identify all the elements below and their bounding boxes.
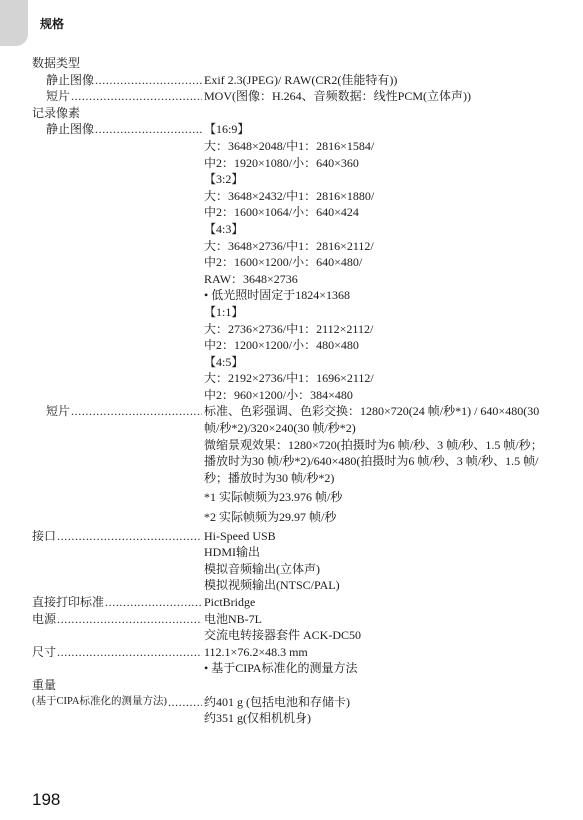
spec-row-data-type-movie (32, 88, 552, 105)
spec-value-line: 大：2736×2736/中1：2112×2112/ (204, 321, 374, 336)
spec-label: 短片 (46, 89, 71, 104)
spec-values (204, 88, 552, 105)
spec-value-line: 大：3648×2432/中1：2816×1880/ (204, 188, 375, 203)
spec-value-line: 中2：1200×1200/小：480×480 (204, 338, 359, 353)
spec-label: 静止图像 (46, 72, 95, 87)
spec-value-line: 大：2192×2736/中1：1696×2112/ (204, 371, 374, 386)
spec-value-line: 模拟音频输出(立体声) (204, 561, 320, 576)
spec-value-line: 模拟视频输出(NTSC/PAL) (204, 578, 340, 593)
spec-value-line: 【4:3】 (204, 221, 244, 236)
page-header-title: 规格 (40, 17, 65, 31)
dot-leader (57, 644, 202, 677)
spec-value-line: 112.1×76.2×48.3 mm (204, 644, 308, 659)
dot-leader (95, 72, 202, 89)
spec-label: 静止图像 (46, 122, 95, 137)
spec-label: 电源 (32, 611, 57, 626)
spec-value-line: 【4:5】 (204, 354, 244, 369)
dot-leader (57, 611, 202, 644)
spec-label: 直接打印标准 (32, 595, 105, 609)
spec-values (204, 644, 552, 677)
spec-row-weight (32, 694, 552, 727)
spec-value-line: 中2：1600×1200/小：640×480/ (204, 255, 363, 270)
spec-value-line: 微缩景观效果：1280×720(拍摄时为6 帧/秒、3 帧/秒、1.5 帧/秒；播放时为30 帧/秒*2)/640×480(拍摄时为6 帧/秒、3 帧/秒、1.5 帧/秒；播放时为30 帧/秒*2) (204, 437, 543, 485)
section-heading-weight: 重量 (32, 677, 57, 692)
dot-leader (71, 403, 202, 525)
spec-value-line: 中2：960×1200/小：384×480 (204, 387, 353, 402)
spec-label: (基于CIPA标准化的测量方法) (32, 695, 167, 707)
dot-leader (57, 528, 202, 594)
spec-row-interface (32, 528, 552, 594)
spec-values (204, 121, 552, 403)
dot-leader (71, 88, 202, 105)
spec-value-line: 约351 g(仅相机机身) (204, 711, 311, 726)
spec-values (204, 528, 552, 594)
spec-value-line: Hi-Speed USB (204, 528, 276, 543)
spec-row-pixels-still (32, 121, 552, 403)
spec-values (204, 403, 552, 525)
spec-value-line: 电池NB-7L (204, 611, 262, 626)
spec-label: 短片 (46, 404, 71, 419)
spec-row-direct-print (32, 594, 552, 611)
spec-value-line: 【1:1】 (204, 304, 244, 319)
dot-leader (105, 594, 202, 611)
spec-row-power (32, 611, 552, 644)
spec-value-line: *1 实际帧频为23.976 帧/秒 (204, 490, 343, 505)
spec-value-line: RAW：3648×2736 (204, 271, 298, 286)
spec-row-dimensions (32, 644, 552, 677)
spec-value-line: PictBridge (204, 595, 256, 609)
spec-value-line: 大：3648×2736/中1：2816×2112/ (204, 238, 374, 253)
spec-value-line: 标准、色彩强调、色彩交换：1280×720(24 帧/秒*1) / 640×480(30 帧/秒*2)/320×240(30 帧/秒*2) (204, 404, 540, 436)
spec-value-line: MOV(图像：H.264、音频数据：线性PCM(立体声)) (204, 89, 472, 104)
spec-label: 尺寸 (32, 644, 57, 659)
spec-value-line: • 低光照时固定于1824×1368 (204, 288, 350, 303)
spec-value-line: 中2：1600×1064/小：640×424 (204, 205, 359, 220)
dot-leader (168, 694, 202, 727)
spec-list (32, 55, 552, 727)
spec-value-line: 中2：1920×1080/小：640×360 (204, 155, 359, 170)
page-number: 198 (32, 790, 61, 809)
spec-value-line: • 基于CIPA标准化的测量方法 (204, 661, 358, 676)
spec-value-line: HDMI输出 (204, 545, 260, 560)
dot-leader (95, 121, 202, 403)
spec-label: 接口 (32, 528, 57, 543)
section-heading-data-type: 数据类型 (32, 56, 81, 70)
spec-values (204, 694, 552, 727)
section-heading-pixels: 记录像素 (32, 105, 81, 120)
spec-value-line: Exif 2.3(JPEG)/ RAW(CR2(佳能特有)) (204, 72, 398, 87)
spec-values (204, 611, 552, 644)
spec-value-line: 【16:9】 (204, 122, 250, 137)
spec-value-line: 交流电转接器套件 ACK-DC50 (204, 628, 362, 643)
spec-value-line: 约401 g (包括电池和存储卡) (204, 694, 350, 709)
spec-row-data-type-still (32, 72, 552, 89)
chapter-tab (0, 0, 28, 46)
spec-value-line: 大：3648×2048/中1：2816×1584/ (204, 138, 375, 153)
spec-row-pixels-movie (32, 403, 552, 525)
spec-values (204, 594, 552, 611)
spec-values (204, 72, 552, 89)
spec-value-line: *2 实际帧频为29.97 帧/秒 (204, 510, 337, 525)
spec-value-line: 【3:2】 (204, 172, 244, 187)
